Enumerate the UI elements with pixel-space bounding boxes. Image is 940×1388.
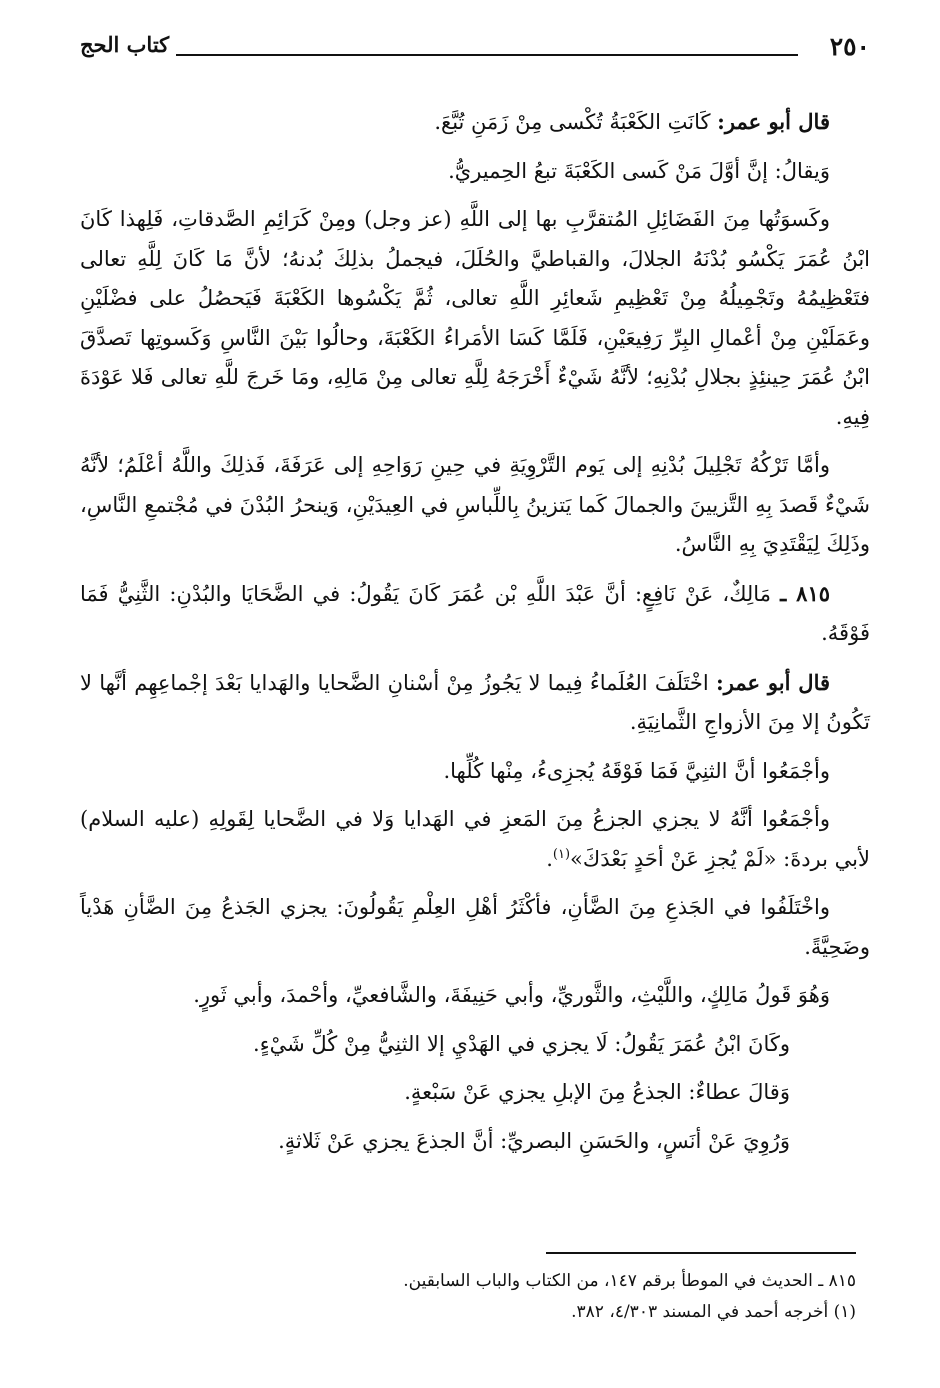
paragraph-10: وَهُوَ قَولُ مَالِكٍ، واللَّيْثِ، والثَّوريِّ، وأبي حَنِيفَةَ، والشَّافعيِّ، وأحْمدَ، وأبي ثَورٍ.	[193, 983, 830, 1007]
paragraph-9: واخْتَلَفُوا في الجَذعِ مِنَ الضَّأنِ، فأكْثَرُ أهْلِ العِلْمِ يَقُولُونَ: يجزي الجَذعُ مِنَ الضَّأنِ هَدْياً وضَحِيَّةً.	[80, 895, 870, 959]
paragraph-text: كَانَتِ الكَعْبَةُ تُكْسى مِنْ زَمَنِ تُبَّعَ.	[434, 110, 718, 134]
paragraph-6	[80, 663, 870, 743]
paragraph-tail: .	[546, 846, 553, 871]
paragraph-3: وكَسوَتُها مِنَ الفَضَائِلِ المُتقرَّبِ بها إلى اللَّهِ (عز وجل) ومِنْ كَرَائِمِ الصَّدقاتِ، فَلِهذا كَانَ ابْنُ عُمَرَ يَكْسُو بُدْنَهُ الجلالَ، والقباطيَّ والحُلَلَ، فيجملُ بذلِكَ بُدنهُ؛ لأنَّ مَا كَانَ لِلَّهِ تعالى فتَعْظِيمُهُ وتَجْمِيلُهُ مِنْ تَعْظِيمِ شَعائِرِ اللَّهِ تعالى، ثُمَّ يَكْسُوها الكَعْبَةَ فَيَحصُلُ على فضْلَيْنِ وعَمَلَيْنِ مِنْ أعْمالِ البِرِّ رَفِيعَيْنِ، فَلَمَّا كَسَا الأمَراءُ الكَعْبَةَ، وحالُوا بَيْنَ النَّاسِ وَكَسوتِها تَصدَّقَ ابْنُ عُمَرَ حِينئِذٍ بجلالِ بُدْنِهِ؛ لأنَّهُ شَيْءٌ أَخْرَجَهُ لِلَّهِ تعالى مِنْ مَالِهِ، ومَا خَرجَ للَّهِ تعالى فَلا عَوْدَةَ فِيهِ.	[80, 207, 870, 429]
book-title: كتاب الحج	[80, 32, 170, 57]
footnote-hadith: ٨١٥ ـ الحديث في الموطأ برقم ١٤٧، من الكتاب والباب السابقين.	[403, 1271, 856, 1291]
hadith-815	[80, 574, 870, 654]
speaker-label: قال أبو عمر:	[716, 669, 831, 695]
paragraph-text: اخْتَلَفَ العُلَماءُ فِيما لا يَجُوزُ مِنْ أسْنانِ الضَّحايا والهَدايا بَعْدَ إجْماعِهِم أنَّها لا تَكُونُ إلا مِنَ الأزواجِ الثَّمانِيَةِ.	[80, 670, 870, 734]
footnotes	[80, 1266, 856, 1328]
paragraph-8	[80, 800, 870, 879]
paragraph-12: وَقالَ عطاءٌ: الجذعُ مِنَ الإبلِ يجزي عَنْ سَبْعةٍ.	[404, 1080, 790, 1104]
paragraph-2: وَيقالُ: إنَّ أوَّلَ مَنْ كَسى الكَعْبَةَ تبعُ الحِميريُّ.	[448, 158, 830, 183]
footnote-1: (١) أخرجه أحمد في المسند ٤/٣٠٣، ٣٨٢.	[571, 1302, 856, 1322]
page-number: ٢٥٠	[829, 32, 870, 61]
book-page	[80, 30, 870, 1360]
paragraph-4: وأمَّا تَرْكُهُ تَجْلِيلَ بُدْنِهِ إلى يَوم التَّرْوِيَةِ في حِينِ رَوَاحِهِ إلى عَرَفَةَ، فَذلِكَ واللَّهُ أعْلَمُ؛ لأنَّهُ شَيْءٌ قَصدَ بِهِ التَّزيينَ والجمالَ كَما يَتزينُ بِاللِّباسِ في العِيدَيْنِ، وَينحرُ البُدْنَ في مُجْتمعِ النَّاسِ، وذَلِكَ لِيَقْتَدِيَ بِهِ النَّاسُ.	[80, 453, 870, 556]
hadith-number: ٨١٥ ـ	[780, 580, 831, 606]
paragraph-text: وأجْمَعُوا أنَّهُ لا يجزي الجزعُ مِنَ المَعزِ في الهَدايا وَلا في الضَّحايا لِقَولِهِ (عليه السلام) لأبي بردةَ: «لَمْ يُجزِ عَنْ أحَدٍ بَعْدَكَ»	[80, 807, 870, 871]
paragraph-11: وكَانَ ابْنُ عُمَرَ يَقُولُ: لَا يجزي في الهَدْيِ إلا الثنِيُّ مِنْ كُلِّ شَيْءٍ.	[253, 1031, 790, 1056]
page-header	[80, 30, 870, 78]
speaker-label: قال أبو عمر:	[717, 109, 830, 134]
paragraph-7: وأجْمَعُوا أنَّ الثنِيَّ فَمَا فَوْقَهُ يُجزِىءُ، مِنْها كُلِّها.	[443, 758, 830, 783]
footnote-ref[interactable]: (١)	[552, 846, 571, 862]
footnote-rule	[546, 1252, 856, 1254]
paragraph-1	[80, 102, 870, 143]
header-rule	[176, 54, 798, 56]
paragraph-13: وَرُوِيَ عَنْ أنَسٍ، والحَسَنِ البصريِّ: أنَّ الجذعَ يجزي عَنْ ثَلاثةٍ.	[278, 1128, 790, 1153]
main-text	[80, 102, 870, 1161]
hadith-text: مَالِكٌ، عَنْ نَافِعٍ: أنَّ عَبْدَ اللَّهِ بْن عُمَرَ كَانَ يَقُولُ: في الضَّحَايَا والبُدْنِ: الثَّنِيُّ فَمَا فَوْقَهُ.	[80, 581, 870, 645]
